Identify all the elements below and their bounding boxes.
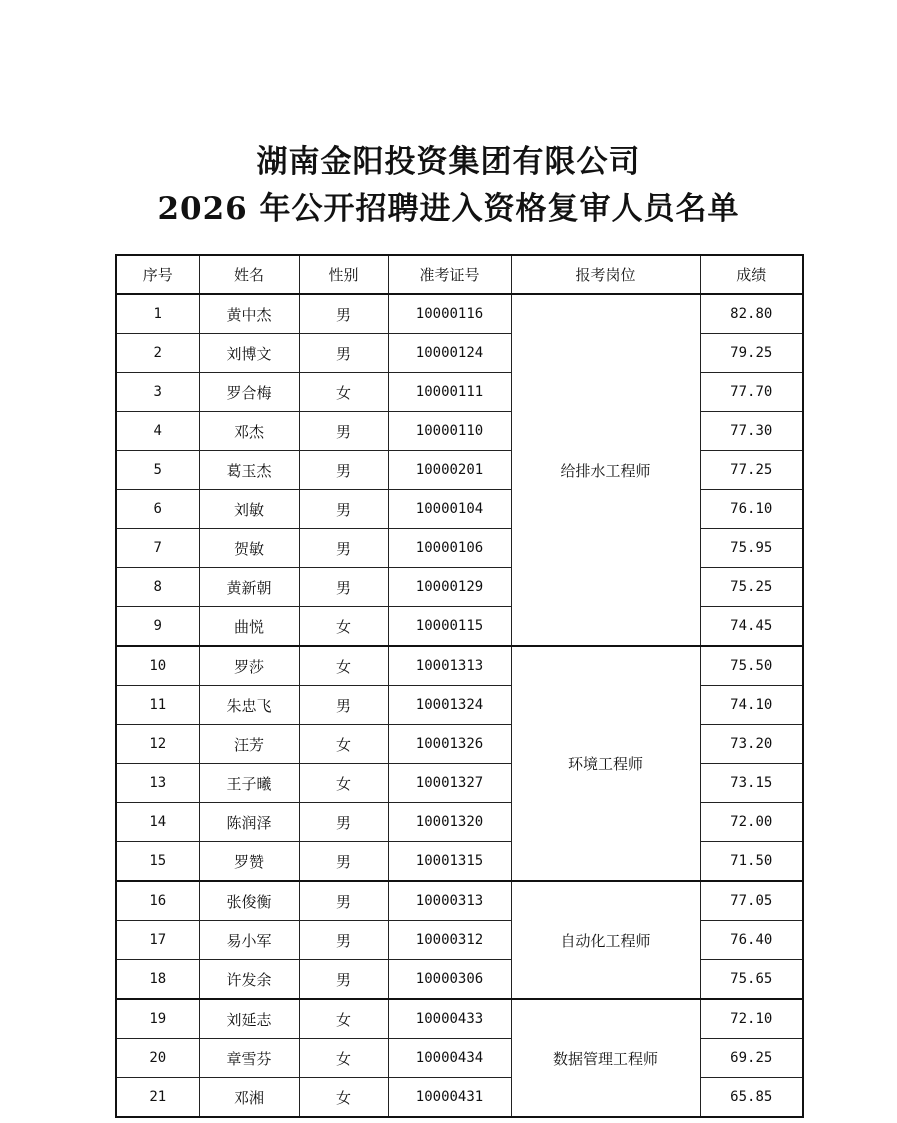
cell-seq: 18: [116, 960, 199, 1000]
cell-position: 给排水工程师: [511, 294, 700, 646]
table-row: [116, 646, 803, 686]
table-row: [116, 842, 803, 882]
document-title-line-2: 2026 年公开招聘进入资格复审人员名单: [157, 191, 740, 227]
table-row: [116, 294, 803, 334]
cell-ticket: 10001313: [388, 646, 511, 686]
cell-gender: 男: [299, 881, 388, 921]
cell-score: 75.95: [700, 529, 803, 568]
cell-name: 曲悦: [199, 607, 299, 647]
cell-ticket: 10000431: [388, 1078, 511, 1118]
header-gender: 性别: [299, 255, 388, 294]
cell-position: 环境工程师: [511, 646, 700, 881]
cell-ticket: 10001320: [388, 803, 511, 842]
cell-name: 黄中杰: [199, 294, 299, 334]
cell-seq: 6: [116, 490, 199, 529]
cell-seq: 13: [116, 764, 199, 803]
table-row: [116, 568, 803, 607]
cell-name: 王子曦: [199, 764, 299, 803]
table-row: [116, 1078, 803, 1118]
cell-gender: 男: [299, 412, 388, 451]
cell-gender: 男: [299, 960, 388, 1000]
table-row: [116, 412, 803, 451]
candidate-table: [115, 254, 804, 1118]
cell-gender: 男: [299, 921, 388, 960]
document-title-line-1: 湖南金阳投资集团有限公司: [256, 144, 641, 180]
cell-ticket: 10000124: [388, 334, 511, 373]
cell-seq: 20: [116, 1039, 199, 1078]
cell-score: 76.40: [700, 921, 803, 960]
cell-gender: 男: [299, 334, 388, 373]
cell-name: 贺敏: [199, 529, 299, 568]
cell-ticket: 10000116: [388, 294, 511, 334]
cell-seq: 8: [116, 568, 199, 607]
cell-ticket: 10000115: [388, 607, 511, 647]
table-row: [116, 725, 803, 764]
cell-name: 许发余: [199, 960, 299, 1000]
cell-name: 刘敏: [199, 490, 299, 529]
cell-ticket: 10000312: [388, 921, 511, 960]
cell-ticket: 10000129: [388, 568, 511, 607]
cell-gender: 男: [299, 803, 388, 842]
cell-score: 75.50: [700, 646, 803, 686]
cell-name: 刘博文: [199, 334, 299, 373]
cell-seq: 1: [116, 294, 199, 334]
cell-name: 章雪芬: [199, 1039, 299, 1078]
table-row: [116, 999, 803, 1039]
cell-seq: 14: [116, 803, 199, 842]
cell-seq: 4: [116, 412, 199, 451]
cell-ticket: 10000110: [388, 412, 511, 451]
cell-ticket: 10001326: [388, 725, 511, 764]
table-row: [116, 764, 803, 803]
table-header: [116, 255, 803, 294]
cell-ticket: 10001327: [388, 764, 511, 803]
cell-score: 76.10: [700, 490, 803, 529]
table-row: [116, 803, 803, 842]
cell-gender: 女: [299, 607, 388, 647]
cell-score: 77.05: [700, 881, 803, 921]
cell-name: 易小军: [199, 921, 299, 960]
cell-gender: 男: [299, 529, 388, 568]
cell-seq: 12: [116, 725, 199, 764]
table-row: [116, 451, 803, 490]
table-row: [116, 686, 803, 725]
cell-name: 陈润泽: [199, 803, 299, 842]
cell-position: 数据管理工程师: [511, 999, 700, 1117]
header-name: 姓名: [199, 255, 299, 294]
cell-score: 79.25: [700, 334, 803, 373]
cell-gender: 男: [299, 568, 388, 607]
cell-score: 74.45: [700, 607, 803, 647]
cell-score: 77.30: [700, 412, 803, 451]
cell-seq: 19: [116, 999, 199, 1039]
cell-ticket: 10000201: [388, 451, 511, 490]
cell-seq: 5: [116, 451, 199, 490]
table-row: [116, 960, 803, 1000]
cell-ticket: 10001324: [388, 686, 511, 725]
cell-score: 73.20: [700, 725, 803, 764]
header-ticket: 准考证号: [388, 255, 511, 294]
cell-name: 葛玉杰: [199, 451, 299, 490]
cell-gender: 女: [299, 1039, 388, 1078]
table-row: [116, 1039, 803, 1078]
table-row: [116, 490, 803, 529]
cell-score: 69.25: [700, 1039, 803, 1078]
table-row: [116, 373, 803, 412]
cell-ticket: 10000313: [388, 881, 511, 921]
cell-name: 罗赞: [199, 842, 299, 882]
cell-ticket: 10000104: [388, 490, 511, 529]
table-row: [116, 334, 803, 373]
cell-gender: 女: [299, 1078, 388, 1118]
cell-score: 72.00: [700, 803, 803, 842]
cell-score: 75.25: [700, 568, 803, 607]
cell-ticket: 10000434: [388, 1039, 511, 1078]
table-row: [116, 881, 803, 921]
cell-name: 张俊衡: [199, 881, 299, 921]
cell-gender: 女: [299, 373, 388, 412]
cell-seq: 9: [116, 607, 199, 647]
cell-position: 自动化工程师: [511, 881, 700, 999]
cell-name: 罗合梅: [199, 373, 299, 412]
cell-seq: 17: [116, 921, 199, 960]
cell-gender: 男: [299, 490, 388, 529]
cell-seq: 11: [116, 686, 199, 725]
cell-seq: 21: [116, 1078, 199, 1118]
cell-ticket: 10000306: [388, 960, 511, 1000]
cell-seq: 10: [116, 646, 199, 686]
cell-gender: 女: [299, 725, 388, 764]
cell-score: 73.15: [700, 764, 803, 803]
table-row: [116, 607, 803, 647]
cell-seq: 3: [116, 373, 199, 412]
cell-gender: 男: [299, 451, 388, 490]
cell-score: 77.70: [700, 373, 803, 412]
cell-seq: 7: [116, 529, 199, 568]
header-seq: 序号: [116, 255, 199, 294]
cell-ticket: 10000111: [388, 373, 511, 412]
cell-score: 65.85: [700, 1078, 803, 1118]
cell-score: 71.50: [700, 842, 803, 882]
cell-name: 罗莎: [199, 646, 299, 686]
cell-name: 刘延志: [199, 999, 299, 1039]
cell-gender: 男: [299, 842, 388, 882]
cell-name: 汪芳: [199, 725, 299, 764]
cell-ticket: 10000106: [388, 529, 511, 568]
cell-score: 82.80: [700, 294, 803, 334]
cell-gender: 女: [299, 999, 388, 1039]
cell-gender: 女: [299, 646, 388, 686]
cell-seq: 15: [116, 842, 199, 882]
cell-name: 朱忠飞: [199, 686, 299, 725]
cell-score: 72.10: [700, 999, 803, 1039]
cell-gender: 女: [299, 764, 388, 803]
cell-seq: 16: [116, 881, 199, 921]
cell-score: 77.25: [700, 451, 803, 490]
cell-name: 邓杰: [199, 412, 299, 451]
cell-ticket: 10001315: [388, 842, 511, 882]
cell-score: 74.10: [700, 686, 803, 725]
cell-name: 邓湘: [199, 1078, 299, 1118]
cell-gender: 男: [299, 686, 388, 725]
table-row: [116, 921, 803, 960]
header-position: 报考岗位: [511, 255, 700, 294]
cell-ticket: 10000433: [388, 999, 511, 1039]
cell-name: 黄新朝: [199, 568, 299, 607]
cell-score: 75.65: [700, 960, 803, 1000]
table-row: [116, 529, 803, 568]
table-body: [116, 294, 803, 1117]
cell-seq: 2: [116, 334, 199, 373]
header-score: 成绩: [700, 255, 803, 294]
header-row: [116, 255, 803, 294]
cell-gender: 男: [299, 294, 388, 334]
